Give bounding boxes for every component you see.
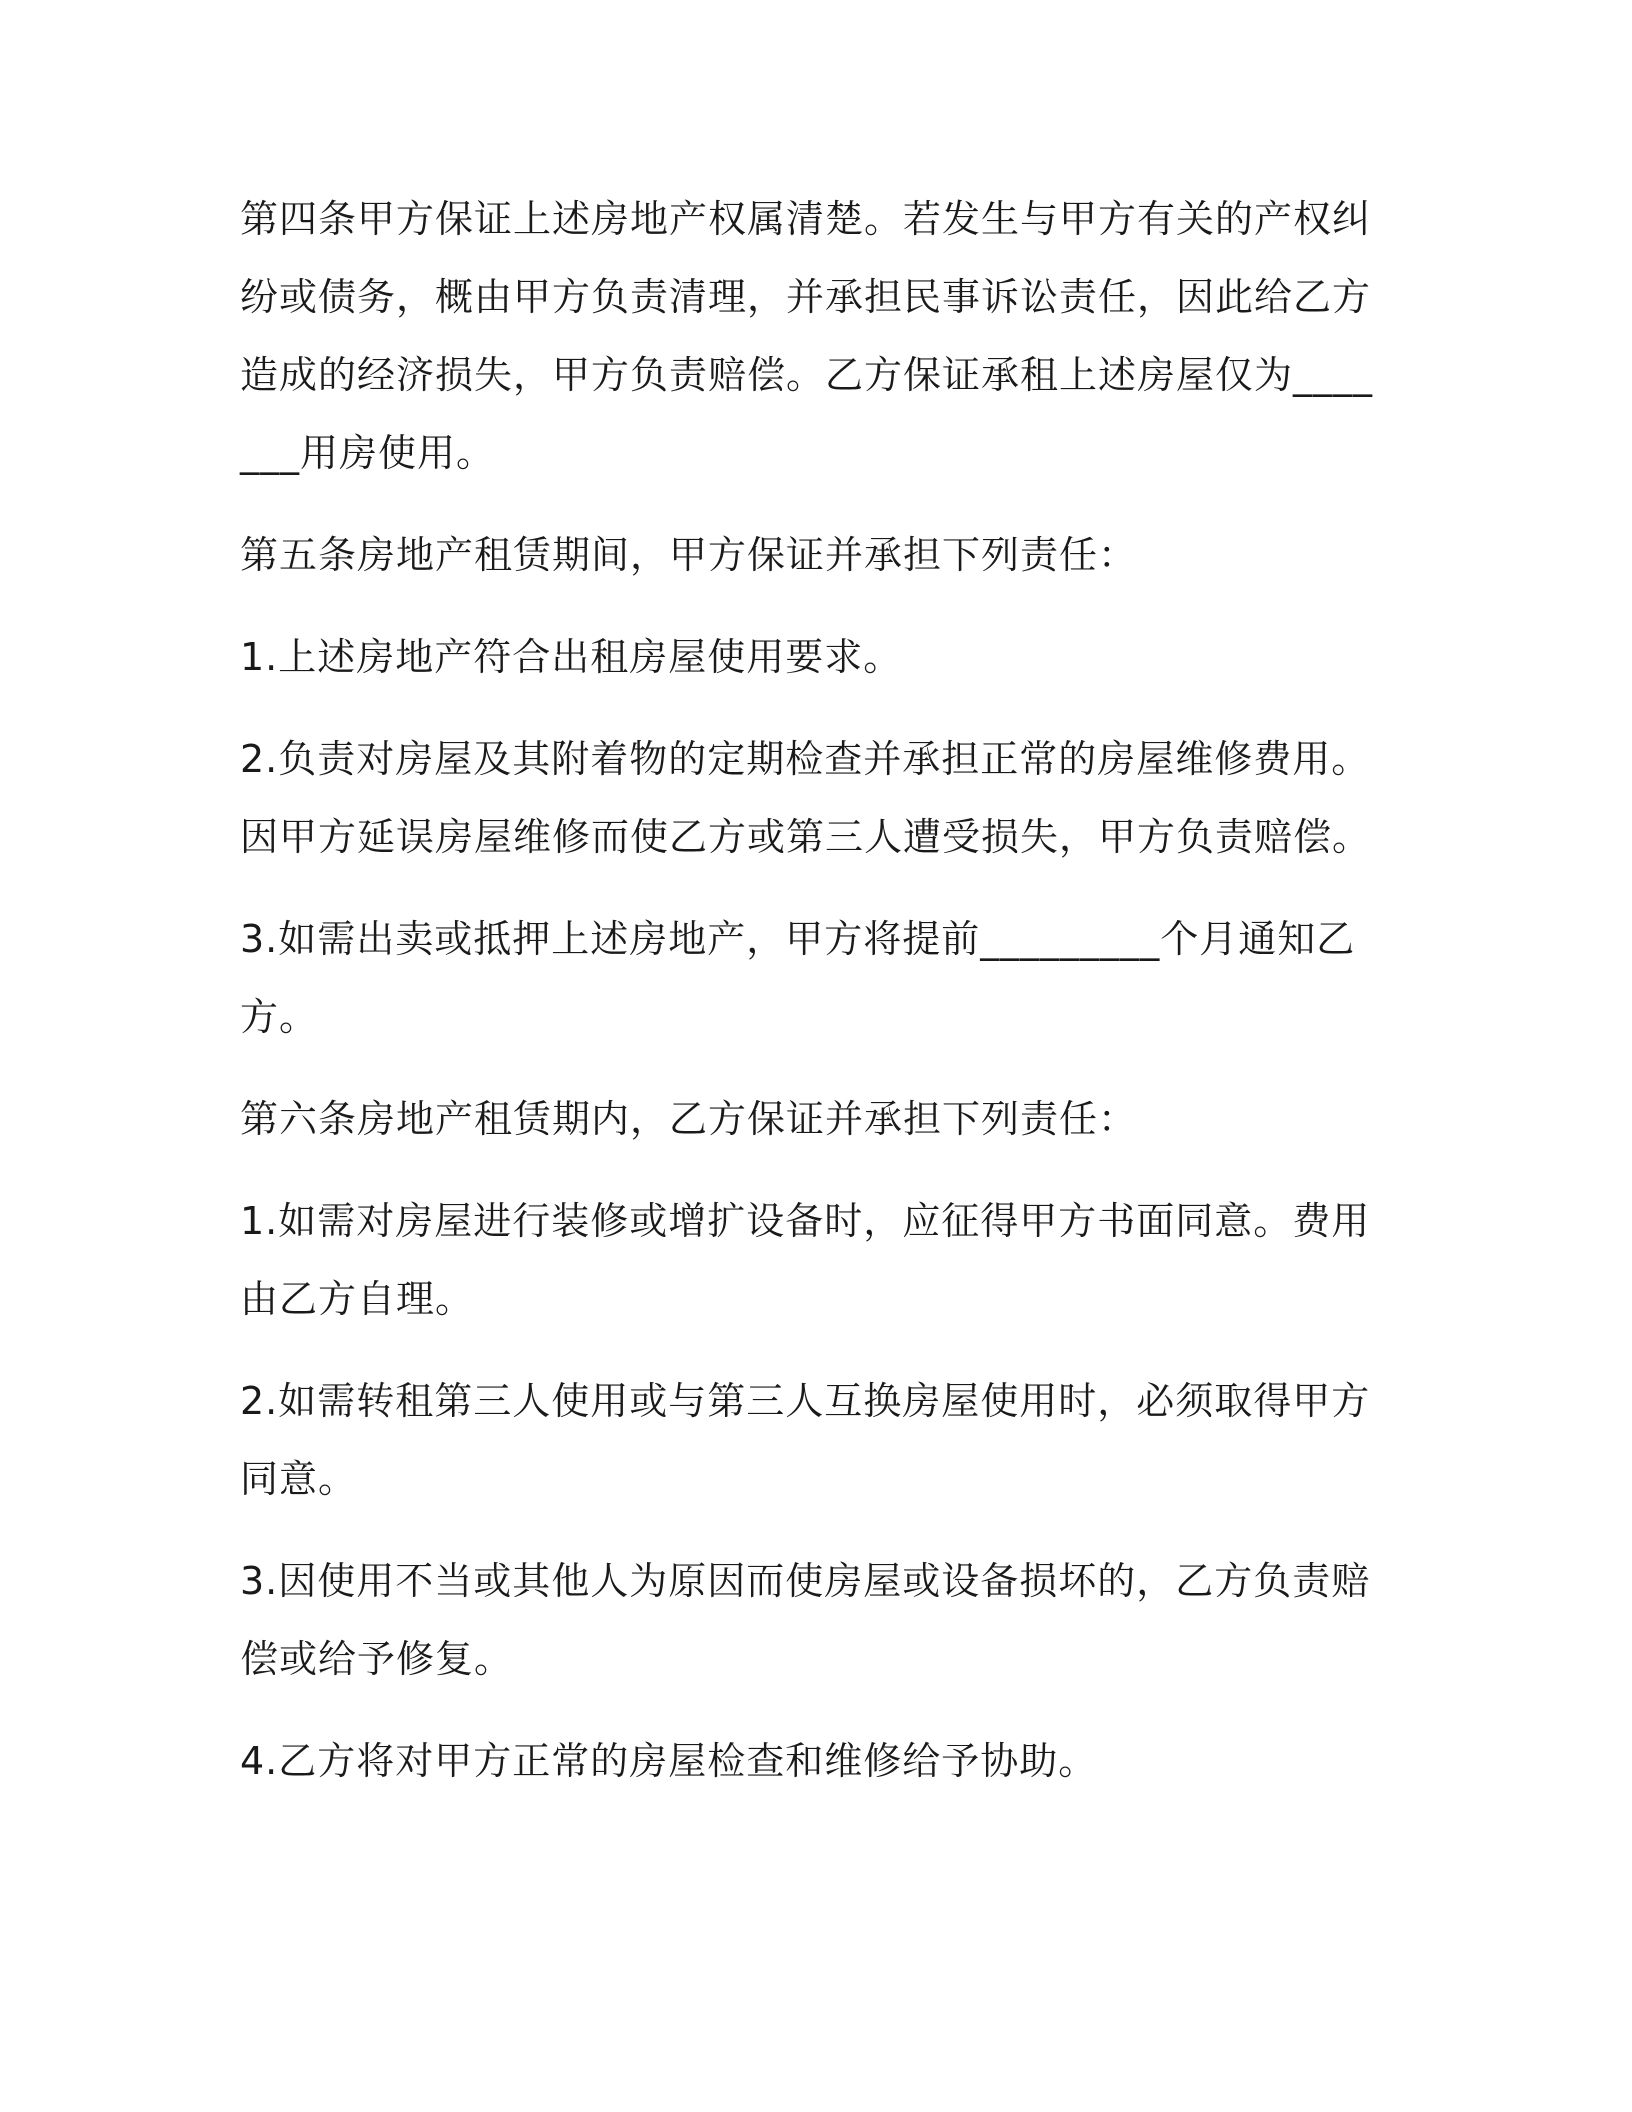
article-6-item-1: 1.如需对房屋进行装修或增扩设备时，应征得甲方书面同意。费用由乙方自理。 [240, 1199, 1371, 1321]
article-5-item-1: 1.上述房地产符合出租房屋使用要求。 [240, 635, 903, 679]
article-6-item-2: 2.如需转租第三人使用或与第三人互换房屋使用时，必须取得甲方同意。 [240, 1379, 1371, 1501]
article-4-paragraph: 第四条甲方保证上述房地产权属清楚。若发生与甲方有关的产权纠纷或债务，概由甲方负责清理，并承担民事诉讼责任，因此给乙方造成的经济损失，甲方负责赔偿。乙方保证承租上述房屋仅为_______用房使用。 [240, 197, 1374, 475]
article-6-heading: 第六条房地产租赁期内，乙方保证并承担下列责任： [240, 1097, 1138, 1141]
article-5-heading: 第五条房地产租赁期间，甲方保证并承担下列责任： [240, 533, 1138, 577]
document-body [240, 180, 1390, 1824]
article-5-item-3: 3.如需出卖或抵押上述房地产，甲方将提前_________个月通知乙方。 [240, 917, 1356, 1039]
article-6-item-3: 3.因使用不当或其他人为原因而使房屋或设备损坏的，乙方负责赔偿或给予修复。 [240, 1559, 1371, 1681]
article-5-item-2: 2.负责对房屋及其附着物的定期检查并承担正常的房屋维修费用。因甲方延误房屋维修而使乙方或第三人遭受损失，甲方负责赔偿。 [240, 737, 1372, 859]
article-6-item-4: 4.乙方将对甲方正常的房屋检查和维修给予协助。 [240, 1739, 1098, 1783]
